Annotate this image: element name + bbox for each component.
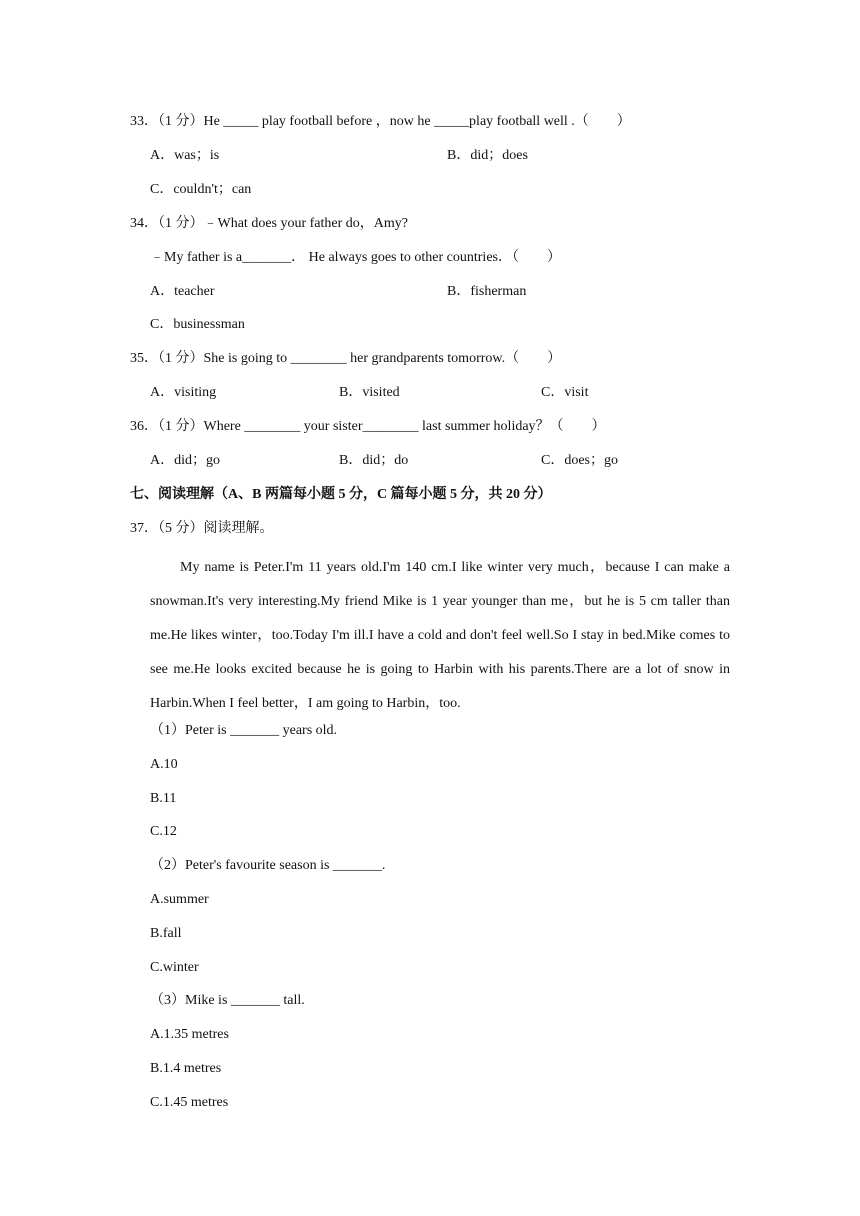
question-35-option-a: A．visiting (150, 385, 217, 400)
question-34-stem-line2: ﹣My father is a_______． He always goes to other countries．（ ） (150, 250, 561, 265)
sub-question-3-option-b: B.1.4 metres (150, 1061, 222, 1076)
question-36-option-b: B．did；do (339, 453, 409, 468)
sub-question-3-option-c: C.1.45 metres (150, 1095, 229, 1110)
question-37-stem: 37．（5 分）阅读理解。 (130, 521, 274, 536)
question-36-stem: 36．（1 分）Where ________ your sister________ last summer holiday？（ ） (130, 419, 606, 434)
question-33-stem: 33．（1 分）He _____ play football before ，now he _____play football well .（ ） (130, 114, 631, 129)
sub-question-2-option-b: B.fall (150, 926, 182, 941)
section-heading-reading: 七、阅读理解（A、B 两篇每小题 5 分，C 篇每小题 5 分，共 20 分） (130, 487, 552, 502)
sub-question-1-option-b: B.11 (150, 791, 177, 806)
sub-question-2-option-c: C.winter (150, 960, 199, 975)
question-35-option-c: C．visit (541, 385, 589, 400)
sub-question-2-option-a: A.summer (150, 892, 209, 907)
question-33-option-a: A．was；is (150, 148, 220, 163)
sub-question-1-option-c: C.12 (150, 824, 177, 839)
question-33-option-b: B．did；does (447, 148, 528, 163)
sub-question-3-stem: （3）Mike is _______ tall. (150, 993, 305, 1008)
question-35-stem: 35．（1 分）She is going to ________ her grandparents tomorrow.（ ） (130, 351, 562, 366)
sub-question-3-option-a: A.1.35 metres (150, 1027, 229, 1042)
sub-question-1-option-a: A.10 (150, 757, 178, 772)
question-34-option-a: A．teacher (150, 284, 215, 299)
question-35-option-b: B．visited (339, 385, 400, 400)
question-34-stem: 34．（1 分）﹣What does your father do，Amy? (130, 216, 408, 231)
sub-question-1-stem: （1）Peter is _______ years old. (150, 723, 338, 738)
question-36-option-c: C．does；go (541, 453, 618, 468)
sub-question-2-stem: （2）Peter's favourite season is _______. (150, 858, 386, 873)
question-34-option-b: B．fisherman (447, 284, 527, 299)
question-36-option-a: A．did；go (150, 453, 220, 468)
reading-passage (150, 551, 730, 721)
question-34-option-c: C．businessman (150, 317, 245, 332)
question-33-option-c: C．couldn't；can (150, 182, 252, 197)
reading-passage-text: My name is Peter.I'm 11 years old.I'm 140 cm.I like winter very much，because I can make a snowman.It's very interesting.My friend Mike is 1 year younger than me，but he is 5 cm taller than me.He likes winter，too.Today I'm ill.I have a cold and don't feel well.So I stay in bed.Mike comes to see me.He looks excited because he is going to Harbin with his parents.There are a lot of snow in Harbin.When I feel better，I am going to Harbin，too. (150, 560, 730, 711)
